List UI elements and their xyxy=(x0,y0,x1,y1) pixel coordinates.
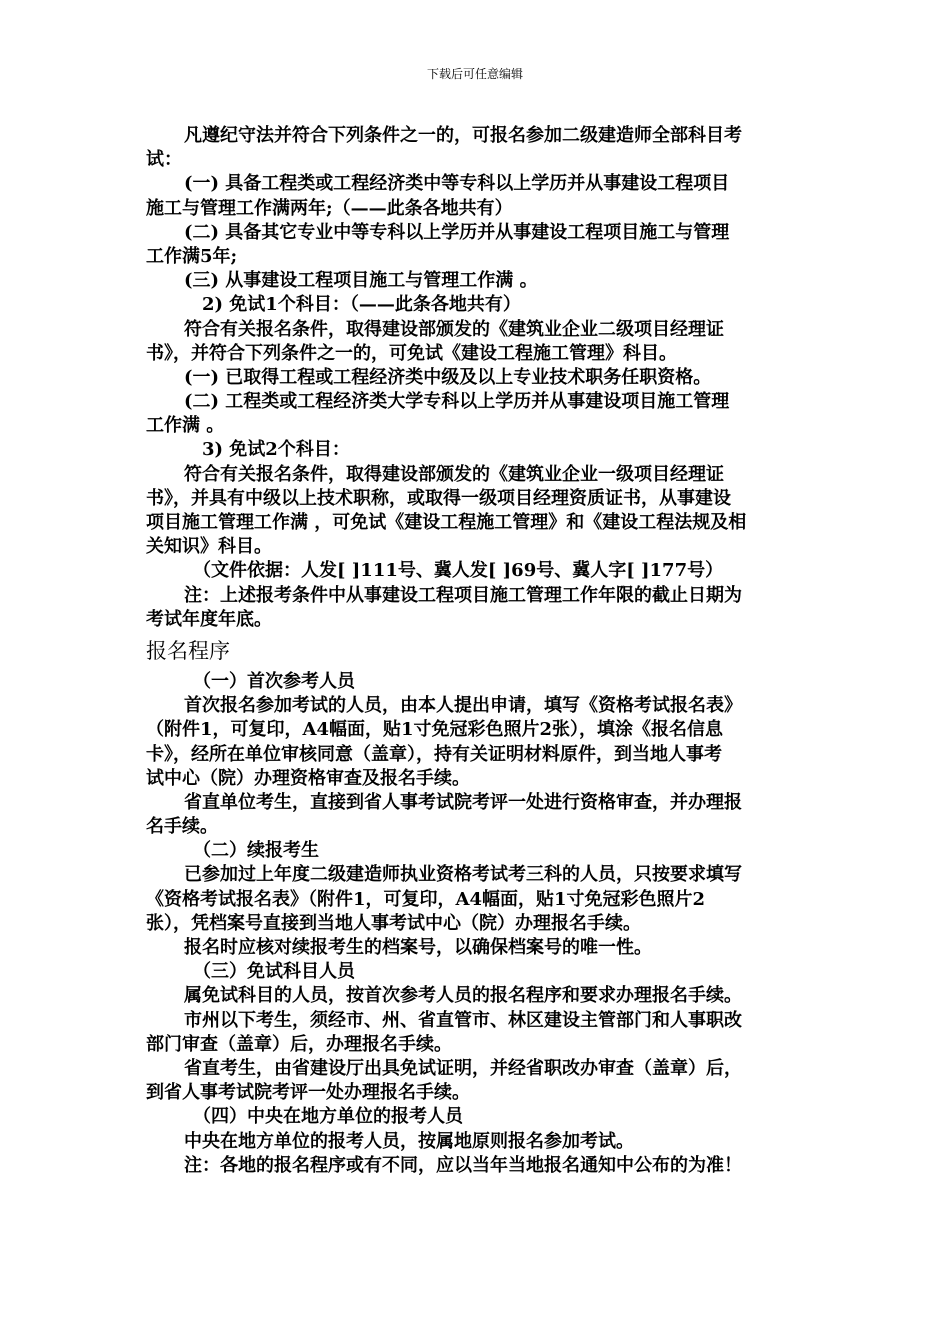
paragraph-line: 施工与管理工作满两年;（——此条各地共有） xyxy=(146,197,513,219)
paragraph-line: 符合有关报名条件，取得建设部颁发的《建筑业企业二级项目经理证 xyxy=(184,318,724,340)
paragraph-line: 已参加过上年度二级建造师执业资格考试考三科的人员，只按要求填写 xyxy=(184,864,742,886)
paragraph-line: 名手续。 xyxy=(146,816,218,838)
paragraph-line: 2) 免试1个科目：（——此条各地共有） xyxy=(202,294,521,316)
paragraph-line: (一) 已取得工程或工程经济类中级及以上专业技术职务任职资格。 xyxy=(184,366,712,388)
paragraph-line: 工作满5年; xyxy=(146,245,238,267)
paragraph-line: 部门审查（盖章）后，办理报名手续。 xyxy=(146,1033,452,1055)
paragraph-line: 市州以下考生，须经市、州、省直管市、林区建设主管部门和人事职改 xyxy=(184,1009,742,1031)
paragraph-line: (二) 具备其它专业中等专科以上学历并从事建设工程项目施工与管理 xyxy=(184,221,730,243)
paragraph-line: 书》，并具有中级以上技术职称，或取得一级项目经理资质证书，从事建设 xyxy=(146,487,731,509)
paragraph-line: 凡遵纪守法并符合下列条件之一的，可报名参加二级建造师全部科目考 xyxy=(184,125,742,146)
paragraph-line: 符合有关报名条件，取得建设部颁发的《建筑业企业一级项目经理证 xyxy=(184,463,724,485)
paragraph-line: 省直考生，由省建设厅出具免试证明，并经省职改办审查（盖章）后， xyxy=(184,1057,742,1079)
paragraph-line: 卡》，经所在单位审核同意（盖章），持有关证明材料原件，到当地人事考 xyxy=(146,743,722,765)
note-line: 考试年度年底。 xyxy=(146,608,272,630)
section-heading: 报名程序 xyxy=(146,638,230,663)
paragraph-line: 省直单位考生，直接到省人事考试院考评一处进行资格审查，并办理报 xyxy=(184,791,742,813)
paragraph-line: 试中心（院）办理资格审查及报名手续。 xyxy=(146,767,470,789)
paragraph-line: 到省人事考试院考评一处办理报名手续。 xyxy=(146,1082,470,1104)
document-citation: （文件依据：人发[ ]111号、冀人发[ ]69号、冀人字[ ]177号） xyxy=(193,560,724,582)
paragraph-line: 关知识》科目。 xyxy=(146,536,272,558)
paragraph-line: （附件1，可复印，A4幅面，贴1寸免冠彩色照片2张），填涂《报名信息 xyxy=(146,719,724,741)
paragraph-line: (一) 具备工程类或工程经济类中等专科以上学历并从事建设工程项目 xyxy=(184,173,730,195)
paragraph-line: 试： xyxy=(146,149,182,171)
paragraph-line: (二) 工程类或工程经济类大学专科以上学历并从事建设项目施工管理 xyxy=(184,391,730,413)
paragraph-line: (三) 从事建设工程项目施工与管理工作满 。 xyxy=(184,270,538,292)
paragraph-line: 《资格考试报名表》（附件1，可复印，A4幅面，贴1寸免冠彩色照片2 xyxy=(146,888,706,910)
paragraph-line: 工作满 。 xyxy=(146,415,225,437)
document-body xyxy=(146,124,806,1178)
subheading-line: （四）中央在地方单位的报考人员 xyxy=(193,1106,463,1128)
eligibility-section xyxy=(146,124,806,632)
subheading-line: （一）首次参考人员 xyxy=(193,670,355,692)
registration-procedure-section xyxy=(146,670,806,1178)
subheading-line: （二）续报考生 xyxy=(193,840,319,862)
paragraph-line: 3) 免试2个科目： xyxy=(202,439,350,461)
paragraph-line: 报名时应核对续报考生的档案号，以确保档案号的唯一性。 xyxy=(184,937,652,958)
paragraph-line: 属免试科目的人员，按首次参考人员的报名程序和要求办理报名手续。 xyxy=(184,985,742,1007)
subheading-line: （三）免试科目人员 xyxy=(193,961,355,983)
note-line: 注：各地的报名程序或有不同，应以当年当地报名通知中公布的为准！ xyxy=(184,1154,742,1176)
page-header-note: 下载后可任意编辑 xyxy=(426,67,523,81)
paragraph-line: 中央在地方单位的报考人员，按属地原则报名参加考试。 xyxy=(184,1130,634,1152)
paragraph-line: 书》，并符合下列条件之一的，可免试《建设工程施工管理》科目。 xyxy=(146,342,677,364)
paragraph-line: 首次报名参加考试的人员，由本人提出申请，填写《资格考试报名表》 xyxy=(184,695,742,717)
paragraph-line: 张），凭档案号直接到当地人事考试中心（院）办理报名手续。 xyxy=(146,912,641,934)
note-line: 注：上述报考条件中从事建设工程项目施工管理工作年限的截止日期为 xyxy=(184,584,742,606)
paragraph-line: 项目施工管理工作满 ，可免试《建设工程施工管理》和《建设工程法规及相 xyxy=(146,512,747,533)
